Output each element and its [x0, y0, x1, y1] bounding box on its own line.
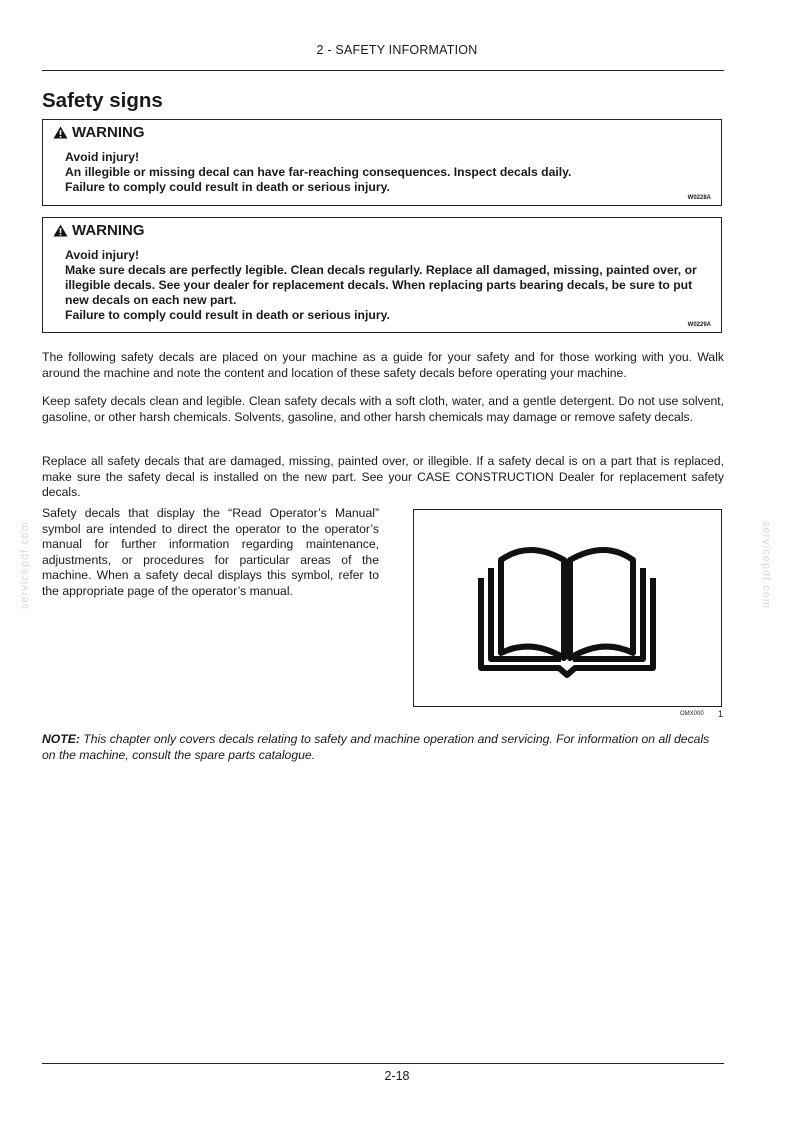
body-paragraph-2: Keep safety decals clean and legible. Clean safety decals with a soft cloth, water, and a gentle detergent. Do not use solvent, gasoline, or other harsh chemicals. Solvents, gasoline, and other harsh chemicals may damage or remove safety decals.	[42, 394, 724, 424]
warning-box-2	[42, 217, 722, 333]
footer-divider	[42, 1063, 724, 1064]
warning-triangle-icon	[53, 224, 68, 237]
note-text: This chapter only covers decals relating to safety and machine operation and servicing. For information on all decals on the machine, consult the spare parts catalogue.	[42, 732, 710, 762]
warning-code: W0228A	[687, 195, 711, 201]
note-label: NOTE:	[42, 732, 80, 746]
header-divider	[42, 70, 724, 71]
page-number: 2-18	[384, 1069, 410, 1083]
figure-frame	[413, 509, 722, 707]
open-book-icon	[414, 510, 721, 706]
body-paragraph-4: Safety decals that display the “Read Operator’s Manual” symbol are intended to direct the operator to the operator’s manual for further information regarding maintenance, adjustments, or procedures for particular areas of the machine. When a safety decal displays this symbol, refer to the appropriate page of the operator’s manual.	[42, 506, 379, 598]
warning-label: WARNING	[72, 124, 145, 141]
page-title: Safety signs	[42, 89, 163, 112]
figure-number: 1	[718, 709, 724, 719]
watermark-right: servicepdf.com	[760, 521, 772, 609]
warning-label: WARNING	[72, 222, 145, 239]
body-paragraph-1: The following safety decals are placed on your machine as a guide for your safety and for those working with you. Walk around the machine and note the content and location of these safety decals before operating your machine.	[42, 350, 724, 380]
body-paragraph-3: Replace all safety decals that are damaged, missing, painted over, or illegible. If a safety decal is on a part that is replaced, make sure the safety decal is installed on the new part. See your CASE CONSTRUCTION Dealer for replacement safety decals.	[42, 454, 724, 499]
figure-code: OMX000	[680, 711, 704, 717]
warning-code: W0229A	[687, 322, 711, 328]
warning-text: Avoid injury! An illegible or missing decal can have far-reaching consequences. Inspect decals daily. Failure to comply could result in death or serious injury.	[65, 150, 572, 194]
note-paragraph	[42, 731, 724, 763]
warning-box-1	[42, 119, 722, 206]
section-header: 2 - SAFETY INFORMATION	[316, 43, 478, 57]
warning-triangle-icon	[53, 126, 68, 139]
watermark-left: servicepdf.com	[19, 521, 31, 609]
warning-text: Avoid injury! Make sure decals are perfectly legible. Clean decals regularly. Replace all damaged, missing, painted over, or illegible decals. See your dealer for replacement decals. When replacing parts bearing decals, be sure to put new decals on each new part. Failure to comply could result in death or serious injury.	[65, 248, 697, 322]
